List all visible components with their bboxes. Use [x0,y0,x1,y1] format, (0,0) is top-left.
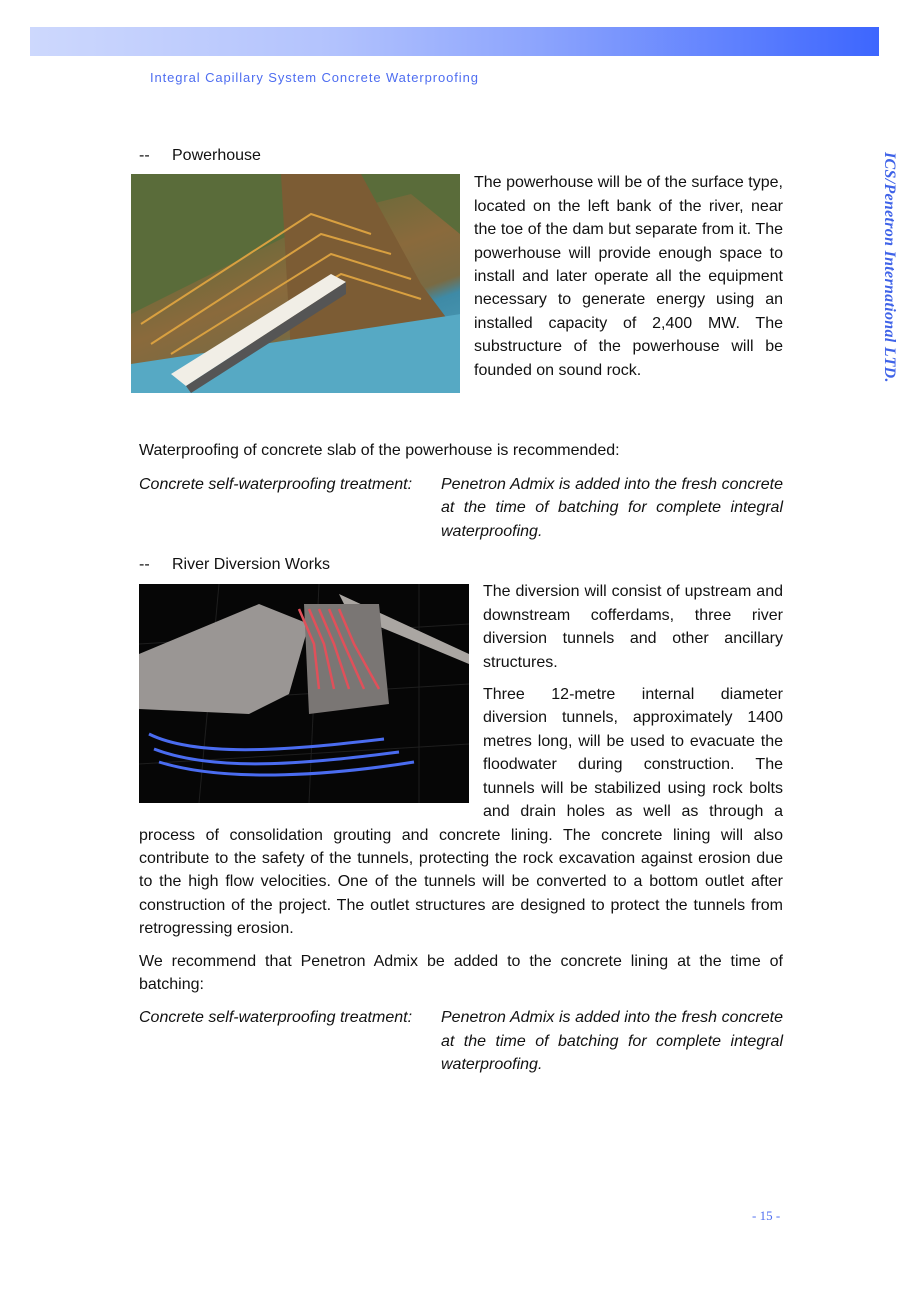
powerhouse-description: The powerhouse will be of the surface type, located on the left bank of the river, near the toe of the dam but separate from it. The powerhouse will provide enough space to install and later operate all the equipment necessary to generate energy using an installed capacity of 2,400 MW. The substructure of the powerhouse will be founded on sound rock. [474,174,783,379]
river-diversion-recommendation: We recommend that Penetron Admix be added to the concrete lining at the time of batching: [139,952,783,993]
powerhouse-treatment [139,473,783,543]
page-number: - 15 - [752,1208,781,1223]
dash: -- [139,147,150,164]
treatment-label: Concrete self-waterproofing treatment: [139,1009,413,1027]
treatment-value: Penetron Admix is added into the fresh concrete at the time of batching for complete integral waterproofing. [441,1009,783,1074]
river-diversion-paragraph-2: Three 12-metre internal diameter diversion tunnels, approximately 1400 metres long, will be used to evacuate the floodwater during construction. The tunnels will be stabilized using rock bolts and drain holes as well as through a process of consolidation grouting and concrete lining. The concrete lining will also contribute to the safety of the tunnels, protecting the rock excavation against erosion due to the high flow velocities. One of the tunnels will be converted to a bottom outlet after construction of the project. The outlet structures are designed to protect the tunnels from retrogressing erosion. [139,686,783,938]
section-heading-powerhouse [139,144,783,167]
river-diversion-image [139,584,469,803]
river-diversion-treatment [139,1006,783,1076]
heading-text: River Diversion Works [172,556,330,574]
header-band [30,27,879,56]
powerhouse-image [131,174,460,393]
side-company-text: ICS/Penetron International LTD. [881,152,898,383]
section-heading-river-diversion [139,553,783,576]
river-diversion-block [139,580,783,940]
powerhouse-recommendation: Waterproofing of concrete slab of the powerhouse is recommended: [139,442,620,460]
dash: -- [139,556,150,574]
powerhouse-block [139,171,783,399]
river-diversion-paragraph-1: The diversion will consist of upstream and downstream cofferdams, three river diversion tunnels and other ancillary structures. [483,583,783,671]
heading-text: Powerhouse [172,147,261,164]
treatment-label: Concrete self-waterproofing treatment: [139,475,413,493]
treatment-value: Penetron Admix is added into the fresh concrete at the time of batching for complete integral waterproofing. [441,475,783,540]
document-header: Integral Capillary System Concrete Waterproofing [150,70,479,85]
page-content [139,144,783,1077]
